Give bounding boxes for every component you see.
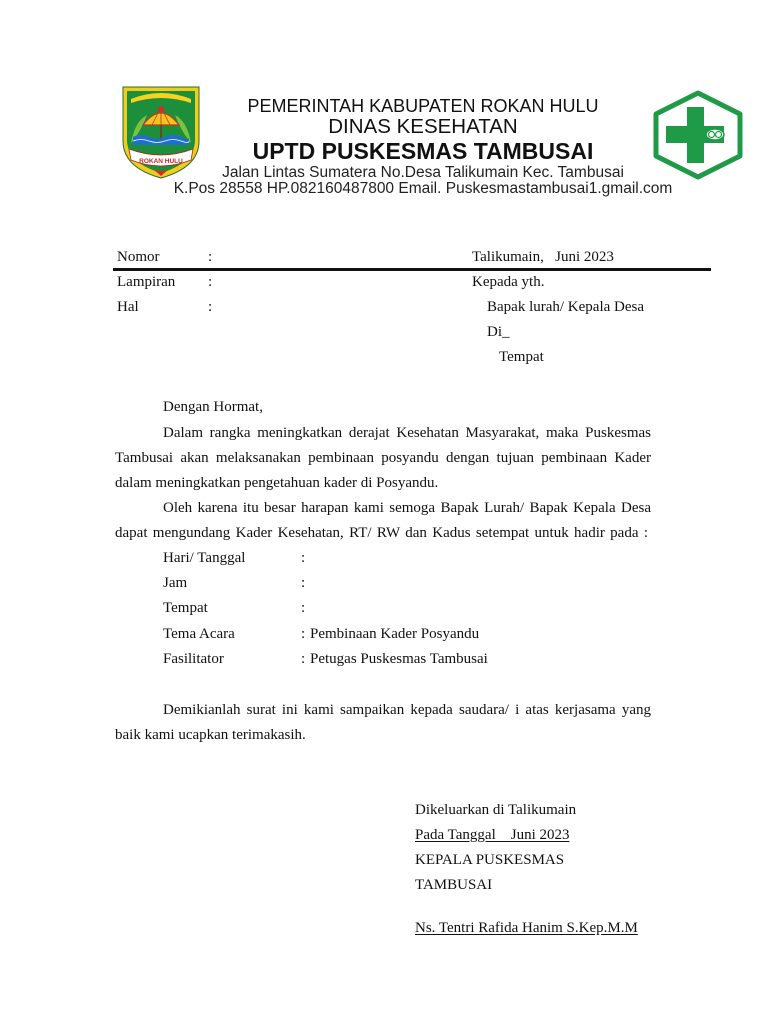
paragraph-2-line-1: Oleh karena itu besar harapan kami semoga Bapak Lurah/ Bapak Kepala Desa xyxy=(163,500,651,516)
detail-separator-place: : xyxy=(301,600,306,616)
nomor-label: Nomor xyxy=(117,249,160,265)
nomor-separator: : xyxy=(208,249,213,265)
hal-label: Hal xyxy=(117,299,139,315)
issued-date: Pada Tanggal Juni 2023 xyxy=(415,827,570,843)
recipient-line-4: Tempat xyxy=(499,349,544,365)
paragraph-1-line-1: Dalam rangka meningkatkan derajat Kesehatan Masyarakat, maka Puskesmas xyxy=(163,425,651,441)
recipient-line-3: Di_ xyxy=(487,324,510,340)
letterhead-address: Jalan Lintas Sumatera No.Desa Talikumain Kec. Tambusai xyxy=(222,164,624,181)
detail-separator-theme: : xyxy=(301,626,306,642)
detail-value-theme: Pembinaan Kader Posyandu xyxy=(310,626,480,642)
detail-label-theme: Tema Acara xyxy=(163,626,235,642)
detail-label-place: Tempat xyxy=(163,600,208,616)
lampiran-separator: : xyxy=(208,274,213,290)
closing-line-1: Demikianlah surat ini kami sampaikan kepada saudara/ i atas kerjasama yang xyxy=(163,702,651,718)
letterhead-unit: UPTD PUSKESMAS TAMBUSAI xyxy=(252,138,594,164)
issued-at: Dikeluarkan di Talikumain xyxy=(415,802,577,818)
greeting: Dengan Hormat, xyxy=(163,399,263,415)
detail-value-facilitator: Petugas Puskesmas Tambusai xyxy=(310,651,488,667)
detail-label-facilitator: Fasilitator xyxy=(163,651,224,667)
letterhead-agency: DINAS KESEHATAN xyxy=(328,115,518,138)
recipient-line-1: Kepada yth. xyxy=(472,274,545,290)
closing-line-2: baik kami ucapkan terimakasih. xyxy=(115,727,306,743)
paragraph-1-line-2: Tambusai akan melaksanakan pembinaan posyandu dengan tujuan pembinaan Kader xyxy=(115,450,651,466)
paragraph-1-line-3: dalam meningkatkan pengetahuan kader di Posyandu. xyxy=(115,475,439,491)
signatory-position-1: KEPALA PUSKESMAS xyxy=(415,852,565,868)
detail-separator-facilitator: : xyxy=(301,651,306,667)
header-divider xyxy=(113,268,711,271)
letterhead-government: PEMERINTAH KABUPATEN ROKAN HULU xyxy=(247,96,599,116)
recipient-line-2: Bapak lurah/ Kepala Desa xyxy=(487,299,645,315)
detail-label-date: Hari/ Tanggal xyxy=(163,550,246,566)
letterhead-contact: K.Pos 28558 HP.082160487800 Email. Puskesmastambusai1.gmail.com xyxy=(173,180,673,197)
signatory-name: Ns. Tentri Rafida Hanim S.Kep.M.M xyxy=(415,920,638,936)
place-date: Talikumain, Juni 2023 xyxy=(472,249,614,265)
detail-separator-time: : xyxy=(301,575,306,591)
signatory-position-2: TAMBUSAI xyxy=(415,877,493,893)
crest-banner-text: ROKAN HULU xyxy=(139,158,183,165)
lampiran-label: Lampiran xyxy=(117,274,176,290)
detail-label-time: Jam xyxy=(163,575,188,591)
detail-separator-date: : xyxy=(301,550,306,566)
hal-separator: : xyxy=(208,299,213,315)
paragraph-2-line-2: dapat mengundang Kader Kesehatan, RT/ RW dan Kadus setempat untuk hadir pada : xyxy=(115,525,648,541)
